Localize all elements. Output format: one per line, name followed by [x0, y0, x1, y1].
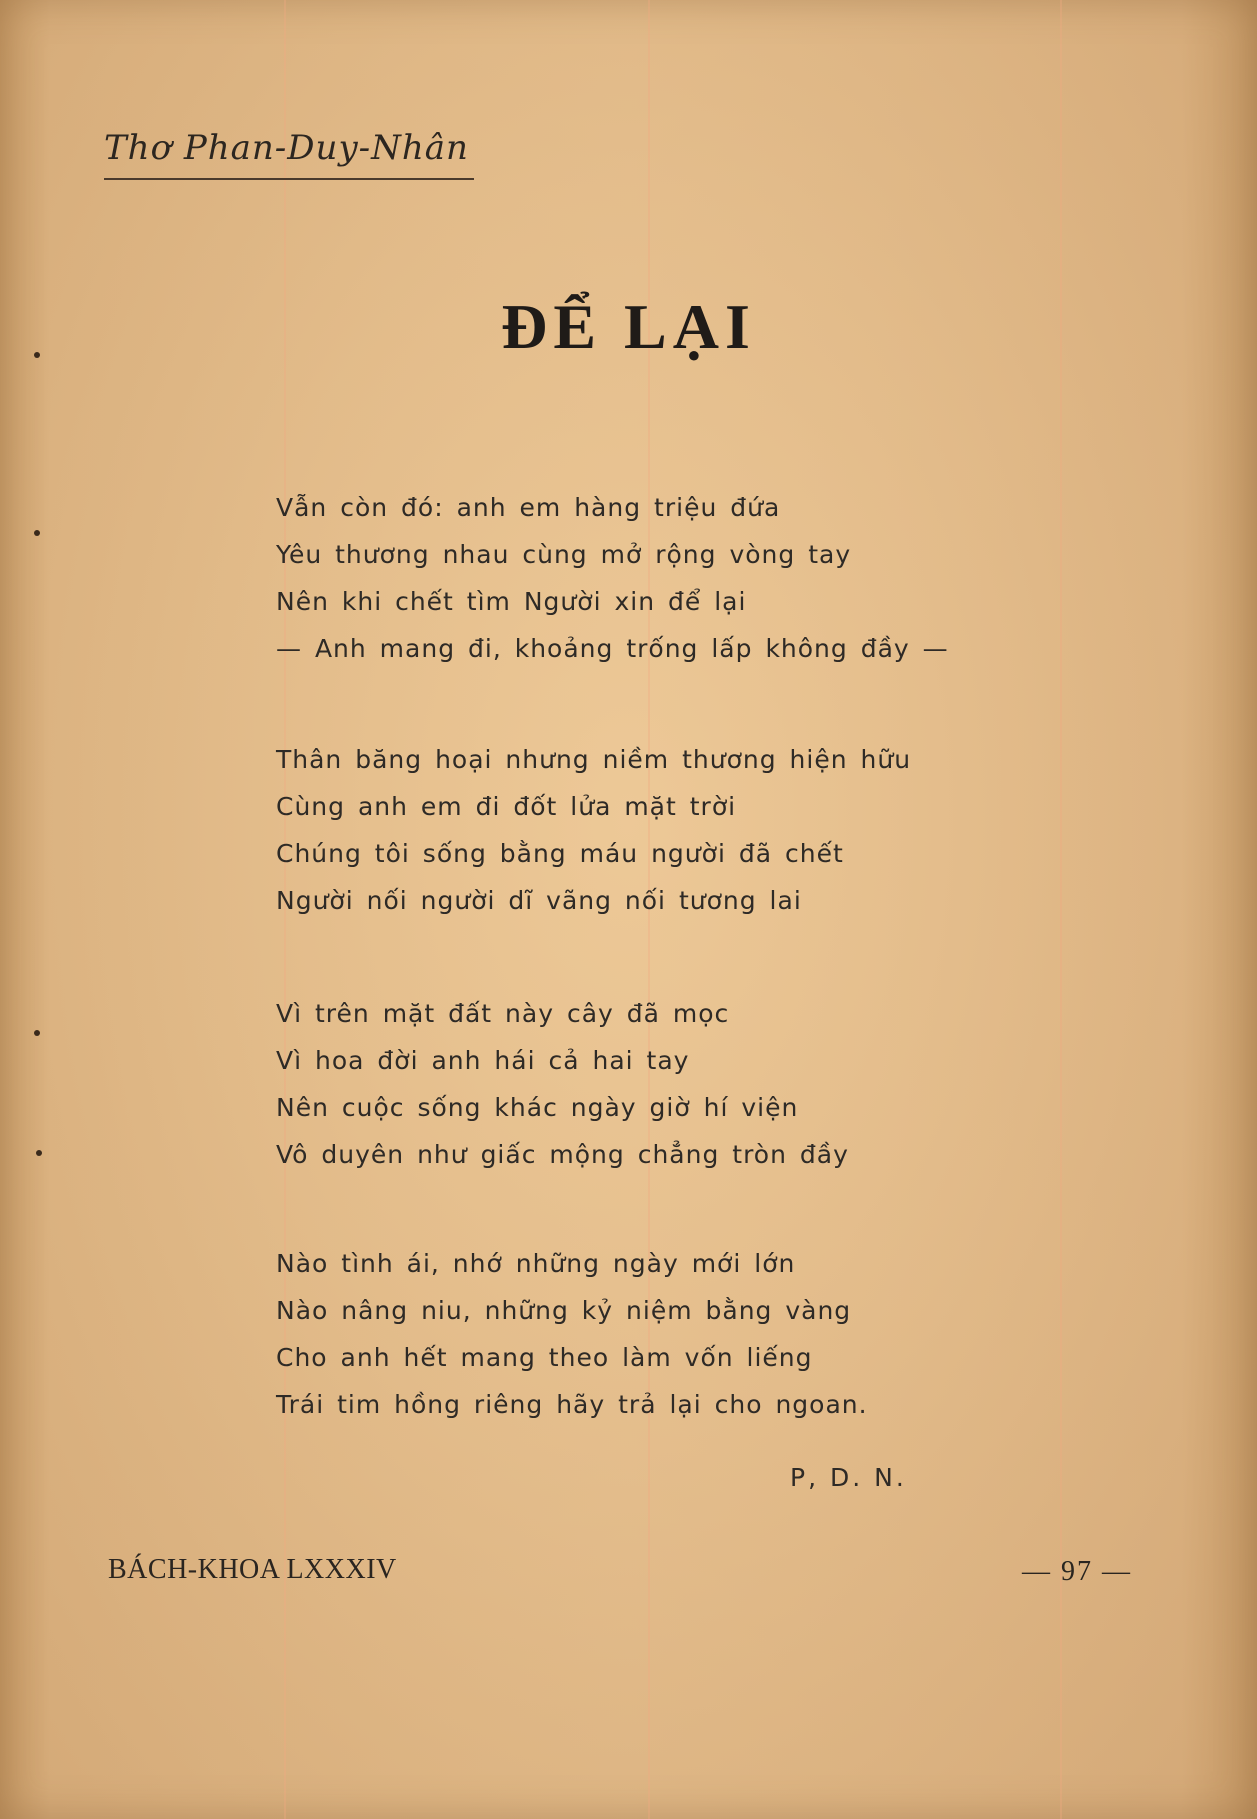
- page-number: — 97 —: [1022, 1556, 1132, 1587]
- stanza: [276, 736, 911, 924]
- poem-line: Nên khi chết tìm Người xin để lại: [276, 587, 747, 616]
- poem-line: Trái tim hồng riêng hãy trả lại cho ngoan.: [276, 1390, 868, 1419]
- poem-signature: P, D. N.: [790, 1463, 907, 1492]
- poem-line: Vẫn còn đó: anh em hàng triệu đứa: [276, 493, 781, 522]
- stanza: [276, 484, 949, 672]
- poem-line: Yêu thương nhau cùng mở rộng vòng tay: [276, 540, 852, 569]
- paper-speck: [36, 1150, 42, 1156]
- publication-name: BÁCH-KHOA LXXXIV: [108, 1554, 397, 1585]
- poem-line: Vô duyên như giấc mộng chẳng tròn đầy: [276, 1140, 849, 1169]
- poem-line: Người nối người dĩ vãng nối tương lai: [276, 886, 802, 915]
- poem-line: Thân băng hoại nhưng niềm thương hiện hữu: [276, 745, 912, 774]
- poem-line: Nào tình ái, nhớ những ngày mới lớn: [276, 1249, 796, 1278]
- paper-speck: [34, 1030, 40, 1036]
- poem-line: Vì hoa đời anh hái cả hai tay: [276, 1046, 690, 1075]
- author-byline: Thơ Phan-Duy-Nhân: [104, 128, 474, 180]
- poem-line: Nên cuộc sống khác ngày giờ hí viện: [276, 1093, 799, 1122]
- paper-speck: [34, 530, 40, 536]
- poem-title: ĐỂ LẠI: [501, 291, 756, 362]
- poem-line: Cho anh hết mang theo làm vốn liếng: [276, 1343, 813, 1372]
- fold-line: [1060, 0, 1062, 1819]
- poem-line: Nào nâng niu, những kỷ niệm bằng vàng: [276, 1296, 852, 1325]
- poem-line: Cùng anh em đi đốt lửa mặt trời: [276, 792, 737, 821]
- poem-line: Chúng tôi sống bằng máu người đã chết: [276, 839, 844, 868]
- stanza: [276, 990, 849, 1178]
- poem-line: Vì trên mặt đất này cây đã mọc: [276, 999, 730, 1028]
- stanza: [276, 1240, 868, 1428]
- poem-line: — Anh mang đi, khoảng trống lấp không đầy —: [276, 634, 949, 663]
